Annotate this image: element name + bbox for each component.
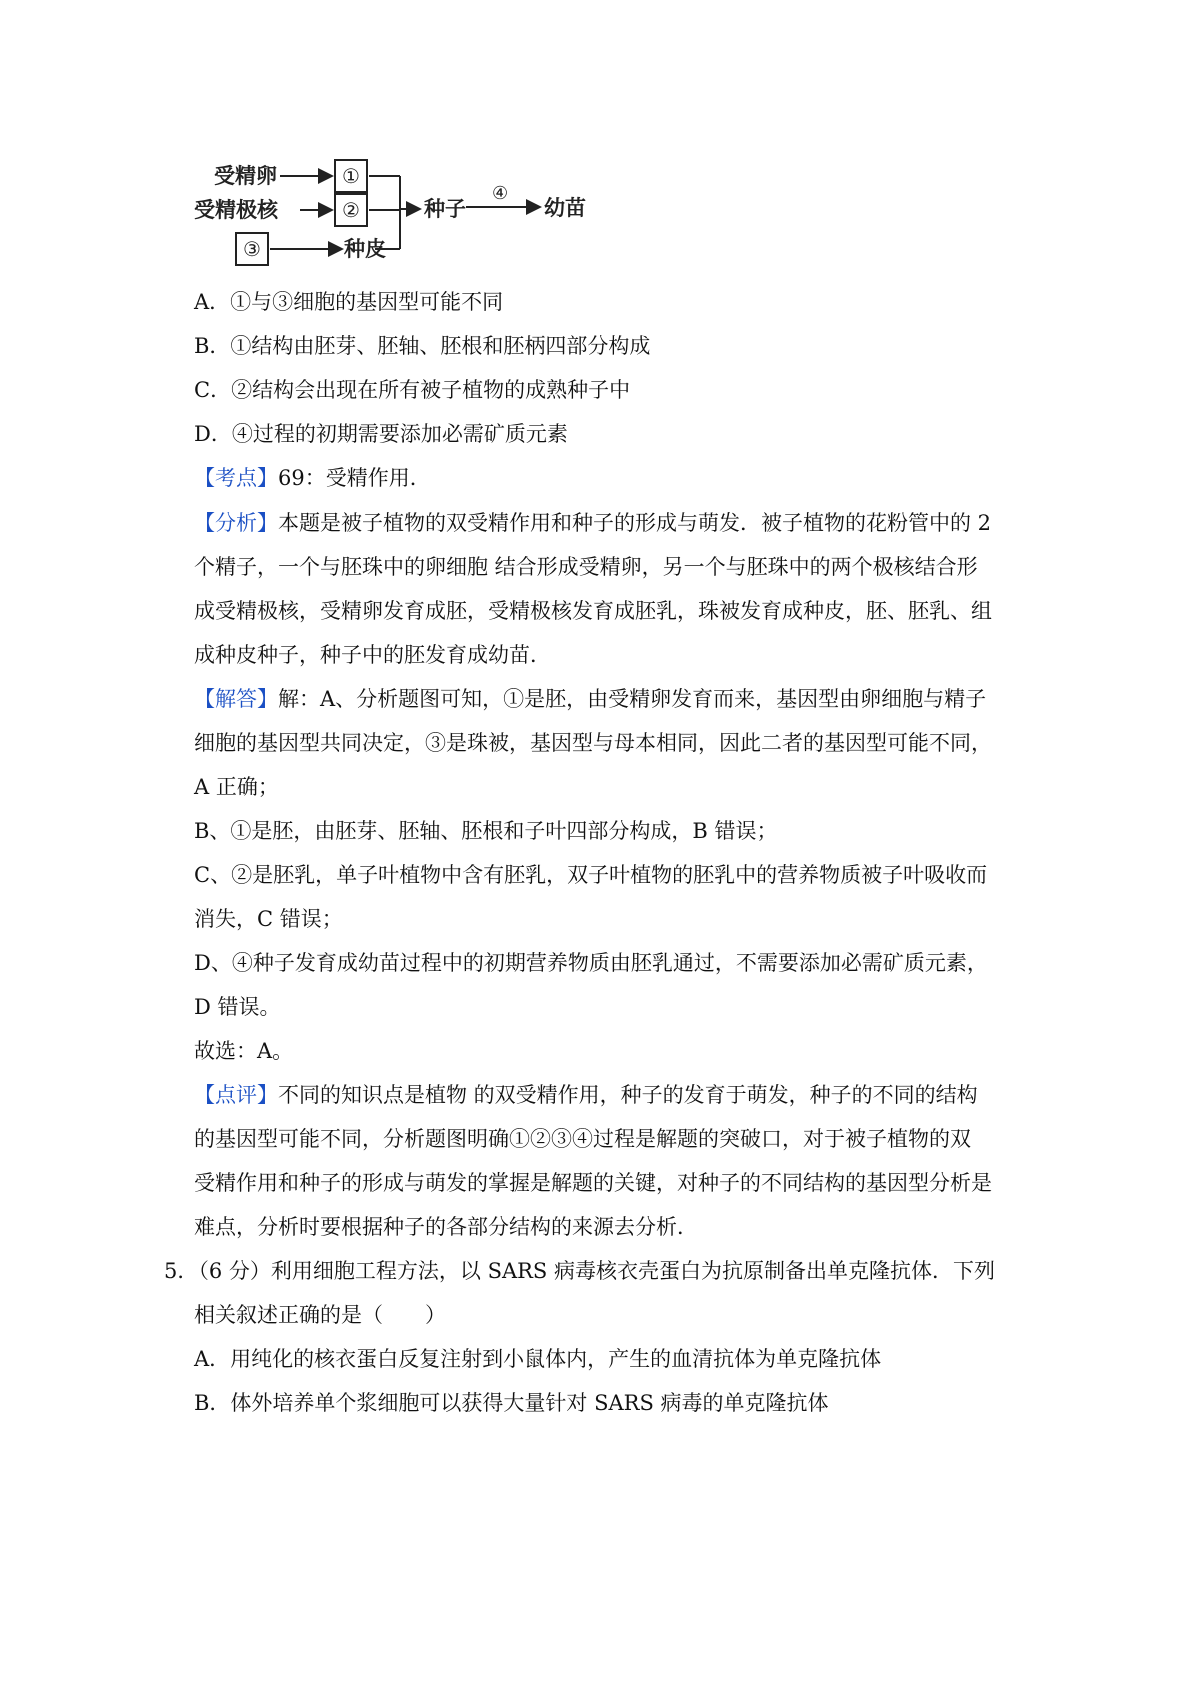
dianping-line-3: 受精作用和种子的形成与萌发的掌握是解题的关键，对种子的不同结构的基因型分析是 (194, 1171, 992, 1195)
jieda-line-2: 细胞的基因型共同决定，③是珠被，基因型与母本相同，因此二者的基因型可能不同， (194, 731, 992, 755)
jieda-line-5: C、②是胚乳，单子叶植物中含有胚乳，双子叶植物的胚乳中的营养物质被子叶吸收而 (194, 863, 988, 887)
jieda-tag: 【解答】 (194, 687, 278, 711)
q5-stem-line-1: 5．（6 分）利用细胞工程方法，以 SARS 病毒核衣壳蛋白为抗原制备出单克隆抗体．下列 (164, 1259, 995, 1283)
fenxi-line-2: 个精子，一个与胚珠中的卵细胞 结合形成受精卵，另一个与胚珠中的两个极核结合形 (194, 555, 978, 579)
jieda-line-4: B、①是胚，由胚芽、胚轴、胚根和子叶四部分构成，B 错误； (194, 819, 778, 843)
q5-option-a: A．用纯化的核衣蛋白反复注射到小鼠体内，产生的血清抗体为单克隆抗体 (194, 1347, 882, 1371)
label-seedling: 幼苗 (544, 196, 586, 220)
q4-option-c: C．②结构会出现在所有被子植物的成熟种子中 (194, 378, 631, 402)
fenxi-line-4: 成种皮种子，种子中的胚发育成幼苗． (194, 643, 551, 667)
q5-stem-line-2: 相关叙述正确的是（ ） (194, 1303, 446, 1327)
box-1: ① (334, 159, 368, 193)
jieda-line-6: 消失，C 错误； (194, 907, 343, 931)
fenxi-line-3: 成受精极核，受精卵发育成胚，受精极核发育成胚乳，珠被发育成种皮，胚、胚乳、组 (194, 599, 992, 623)
jieda-line-7: D、④种子发育成幼苗过程中的初期营养物质由胚乳通过，不需要添加必需矿质元素， (194, 951, 988, 975)
box-2: ② (334, 193, 368, 227)
label-fertilized-polar-nuclei: 受精极核 (194, 198, 278, 222)
label-seed: 种子 (424, 197, 466, 221)
fenxi-text-1: 本题是被子植物的双受精作用和种子的形成与萌发．被子植物的花粉管中的 2 (278, 511, 992, 535)
dianping-text-1: 不同的知识点是植物 的双受精作用，种子的发育于萌发，种子的不同的结构 (278, 1083, 978, 1107)
dianping-line-4: 难点，分析时要根据种子的各部分结构的来源去分析． (194, 1215, 698, 1239)
dianping-tag: 【点评】 (194, 1083, 278, 1107)
kaodian-line (194, 463, 431, 493)
kaodian-tag: 【考点】 (194, 466, 278, 490)
fenxi-line-1 (194, 508, 991, 538)
dianping-line-2: 的基因型可能不同，分析题图明确①②③④过程是解题的突破口，对于被子植物的双 (194, 1127, 971, 1151)
jieda-text-1: 解：A、分析题图可知，①是胚，由受精卵发育而来，基因型由卵细胞与精子 (278, 687, 987, 711)
q5-option-b: B．体外培养单个浆细胞可以获得大量针对 SARS 病毒的单克隆抗体 (194, 1391, 829, 1415)
q4-option-a: A．①与③细胞的基因型可能不同 (194, 290, 504, 314)
q4-option-b: B．①结构由胚芽、胚轴、胚根和胚柄四部分构成 (194, 334, 651, 358)
jieda-line-1 (194, 684, 986, 714)
q4-option-d: D．④过程的初期需要添加必需矿质元素 (194, 422, 568, 446)
box-3: ③ (235, 232, 269, 266)
jieda-line-8: D 错误。 (194, 995, 281, 1019)
kaodian-text: 69：受精作用． (278, 466, 431, 490)
label-fertilized-egg: 受精卵 (214, 164, 277, 188)
label-step-4: ④ (492, 183, 509, 204)
jieda-line-9: 故选：A。 (194, 1039, 294, 1063)
dianping-line-1 (194, 1080, 978, 1110)
fertilization-diagram (194, 150, 660, 300)
label-seed-coat: 种皮 (344, 237, 386, 261)
jieda-line-3: A 正确； (194, 775, 279, 799)
fenxi-tag: 【分析】 (194, 511, 278, 535)
